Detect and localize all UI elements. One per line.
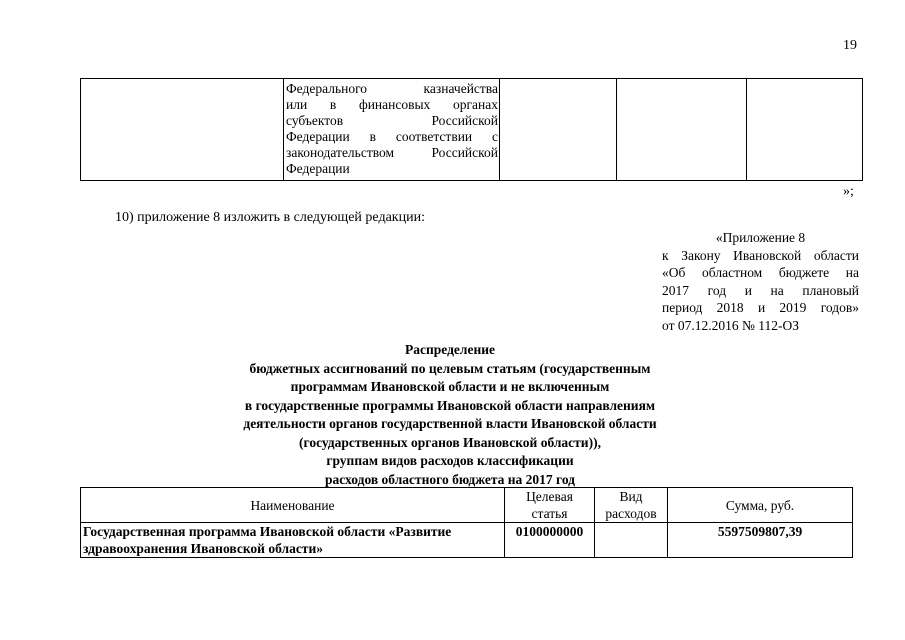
title-line: Распределение [404,342,496,357]
header-line: Целевая [526,489,573,504]
appendix-line: от 07.12.2016 № 112-ОЗ [662,317,799,333]
continuation-table [80,78,863,181]
row-target-article: 0100000000 [505,523,595,558]
empty-cell [617,79,747,181]
title-line: деятельности органов государственной власти Ивановской области [243,416,657,431]
header-line: расходов [605,506,657,521]
header-name: Наименование [81,488,505,523]
row-name: Государственная программа Ивановской области «Развитие здравоохранения Ивановской области» [81,523,505,558]
document-title [160,341,740,489]
empty-cell [747,79,863,181]
title-line: программам Ивановской области и не включенным [290,379,610,394]
row-sum: 5597509807,39 [668,523,853,558]
paragraph-10: 10) приложение 8 изложить в следующей редакции: [115,210,425,225]
appendix-line: к Закону Ивановской области [662,247,859,263]
text-line: Федерального казначейства [286,81,498,96]
header-sum: Сумма, руб. [668,488,853,523]
appendix-line: «Приложение 8 [715,230,806,245]
appendix-line: 2017 год и на плановый [662,282,859,298]
title-line: в государственные программы Ивановской области направлениям [244,397,656,413]
title-line: расходов областного бюджета на 2017 год [324,471,576,487]
text-line: законодательством Российской [286,145,498,160]
text-line: или в финансовых органах [286,97,498,112]
budget-table [80,487,853,558]
header-line: статья [531,506,568,521]
header-expense-type [595,488,668,523]
title-line: (государственных органов Ивановской области)), [299,434,601,450]
continuation-text-cell [284,79,500,181]
header-target-article [505,488,595,523]
closing-quote: »; [843,184,854,199]
row-expense-type [595,523,668,558]
appendix-line: период 2018 и 2019 годов» [662,300,859,315]
text-line: Федерации в соответствии с [286,129,498,144]
page-number: 19 [843,38,857,53]
appendix-line: «Об областном бюджете на [662,265,859,280]
header-line: Вид [619,489,643,504]
text-line: субъектов Российской [286,113,498,128]
empty-cell [81,79,284,181]
title-line: группам видов расходов классификации [326,453,574,468]
title-line: бюджетных ассигнований по целевым статьям (государственным [249,360,651,376]
appendix-header [662,229,859,334]
empty-cell [500,79,617,181]
text-line: Федерации [286,161,350,176]
table-row [81,523,853,558]
table-header-row [81,488,853,523]
